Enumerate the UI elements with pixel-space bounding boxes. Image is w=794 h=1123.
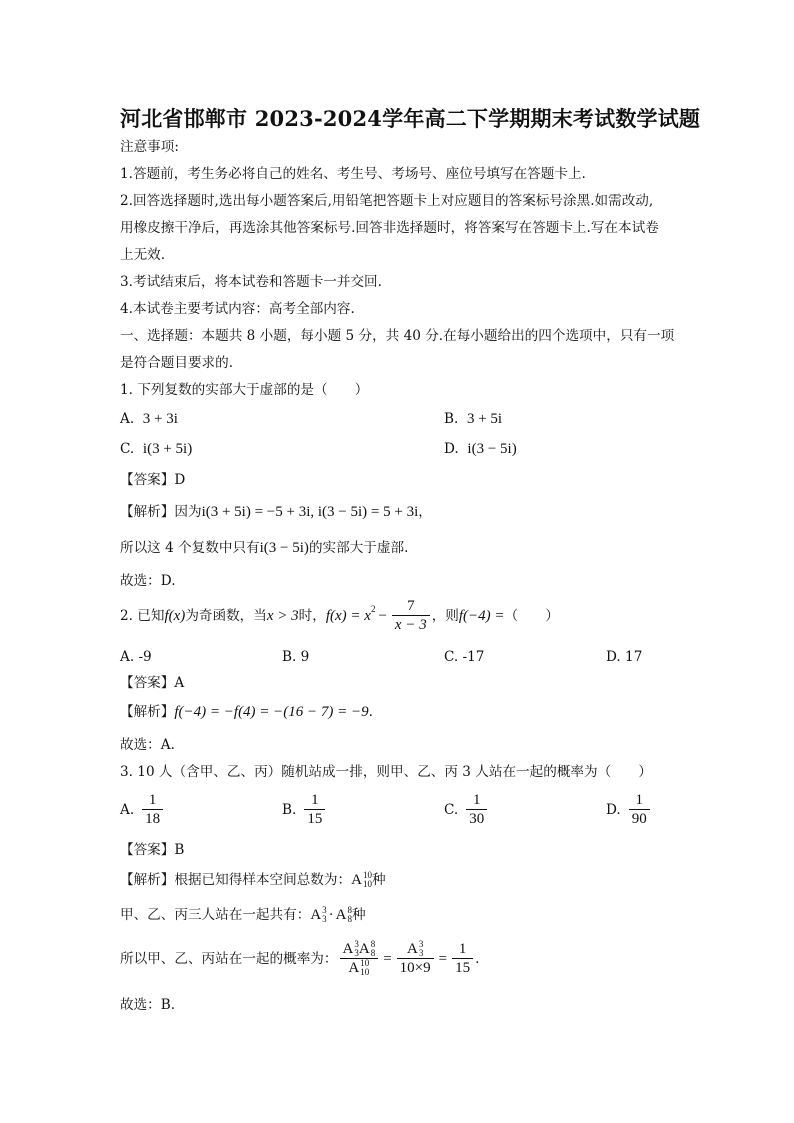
question-1-analysis: 【解析】因为i(3 + 5i) = −5 + 3i, i(3 − 5i) = 5 + 3i， bbox=[120, 504, 432, 520]
fraction-1-over-15: $\frac{1}{15}$ bbox=[452, 940, 473, 977]
question-2-option-d: D. 17 bbox=[606, 649, 643, 665]
question-3-option-d: D. $\frac{1}{90}$ bbox=[606, 791, 652, 828]
question-2-analysis: 【解析】f(−4) = −f(4) = −(16 − 7) = −9. bbox=[120, 704, 373, 720]
question-1-stem: 1. 下列复数的实部大于虚部的是（ ） bbox=[120, 382, 369, 398]
question-2-conclusion: 故选：A. bbox=[120, 737, 175, 753]
question-3-analysis-line-2: 甲、乙、丙三人站在一起共有： A 3 3 · A 8 8 种 bbox=[120, 905, 366, 924]
section-heading-line-2: 是符合题目要求的. bbox=[120, 355, 234, 371]
fraction-a33a88-over-a1010: A 3 3 A 8 8 A 10 10 bbox=[340, 940, 379, 977]
notice-item-2-line-2: 用橡皮擦干净后，再选涂其他答案标号.回答非选择题时，将答案写在答题卡上.写在本试卷 bbox=[120, 220, 659, 236]
question-1-analysis-line-2: 所以这 4 个复数中只有i(3 − 5i)的实部大于虚部. bbox=[120, 540, 409, 556]
page-title: 河北省邯郸市 2023-2024学年高二下学期期末考试数学试题 bbox=[120, 106, 701, 131]
question-3-option-b: B. $\frac{1}{15}$ bbox=[282, 791, 327, 828]
section-heading-line-1: 一、选择题：本题共 8 小题，每小题 5 分，共 40 分.在每小题给出的四个选项中，只有一项 bbox=[120, 328, 675, 344]
question-3-analysis: 【解析】根据已知得样本空间总数为： A 10 10 种 bbox=[120, 870, 386, 889]
question-2-answer: 【答案】A bbox=[120, 675, 185, 691]
fraction-7-over-x-minus-3: $\frac{7}{x - 3}$ bbox=[392, 597, 430, 634]
notice-heading: 注意事项: bbox=[120, 139, 179, 155]
question-2-stem: 2. 已知 f(x) 为奇函数，当 x > 3 时， f(x) = x 2 − $\frac{7}{x - 3}$ ，则 f(−4) = （ ） bbox=[120, 598, 559, 633]
notice-item-2-line-3: 上无效. bbox=[120, 247, 166, 263]
question-3-conclusion: 故选：B. bbox=[120, 997, 176, 1013]
question-3-stem: 3. 10 人（含甲、乙、丙）随机站成一排，则甲、乙、丙 3 人站在一起的概率为（ ） bbox=[120, 764, 652, 780]
notice-item-2-line-1: 2.回答选择题时,选出每小题答案后,用铅笔把答题卡上对应题目的答案标号涂黑.如需改动, bbox=[120, 193, 654, 209]
question-3-option-c: C. $\frac{1}{30}$ bbox=[444, 791, 489, 828]
notice-item-4: 4.本试卷主要考试内容：高考全部内容. bbox=[120, 301, 355, 317]
notice-item-1: 1.答题前，考生务必将自己的姓名、考生号、考场号、座位号填写在答题卡上. bbox=[120, 166, 586, 182]
question-3-analysis-line-3: 所以甲、乙、丙站在一起的概率为： A 3 3 A 8 8 A 10 10 = A 3 3 10×9 = $\frac{1}{15}$ . bbox=[120, 939, 480, 977]
question-1-answer: 【答案】D bbox=[120, 472, 186, 488]
question-3-option-a: A. $\frac{1}{18}$ bbox=[120, 791, 165, 828]
question-2-option-a: A. -9 bbox=[120, 649, 152, 665]
question-2-option-c: C. -17 bbox=[444, 649, 485, 665]
question-1-option-d: D. i(3 − 5i) bbox=[444, 441, 517, 457]
question-1-conclusion: 故选：D. bbox=[120, 573, 176, 589]
notice-item-3: 3.考试结束后，将本试卷和答题卡一并交回. bbox=[120, 274, 382, 290]
question-1-option-a: A. 3 + 3i bbox=[120, 411, 178, 427]
question-1-option-b: B. 3 + 5i bbox=[444, 411, 503, 427]
question-3-answer: 【答案】B bbox=[120, 842, 185, 858]
question-2-option-b: B. 9 bbox=[282, 649, 310, 665]
fraction-a33-over-10x9: A 3 3 10×9 bbox=[397, 940, 434, 977]
question-1-option-c: C. i(3 + 5i) bbox=[120, 441, 193, 457]
